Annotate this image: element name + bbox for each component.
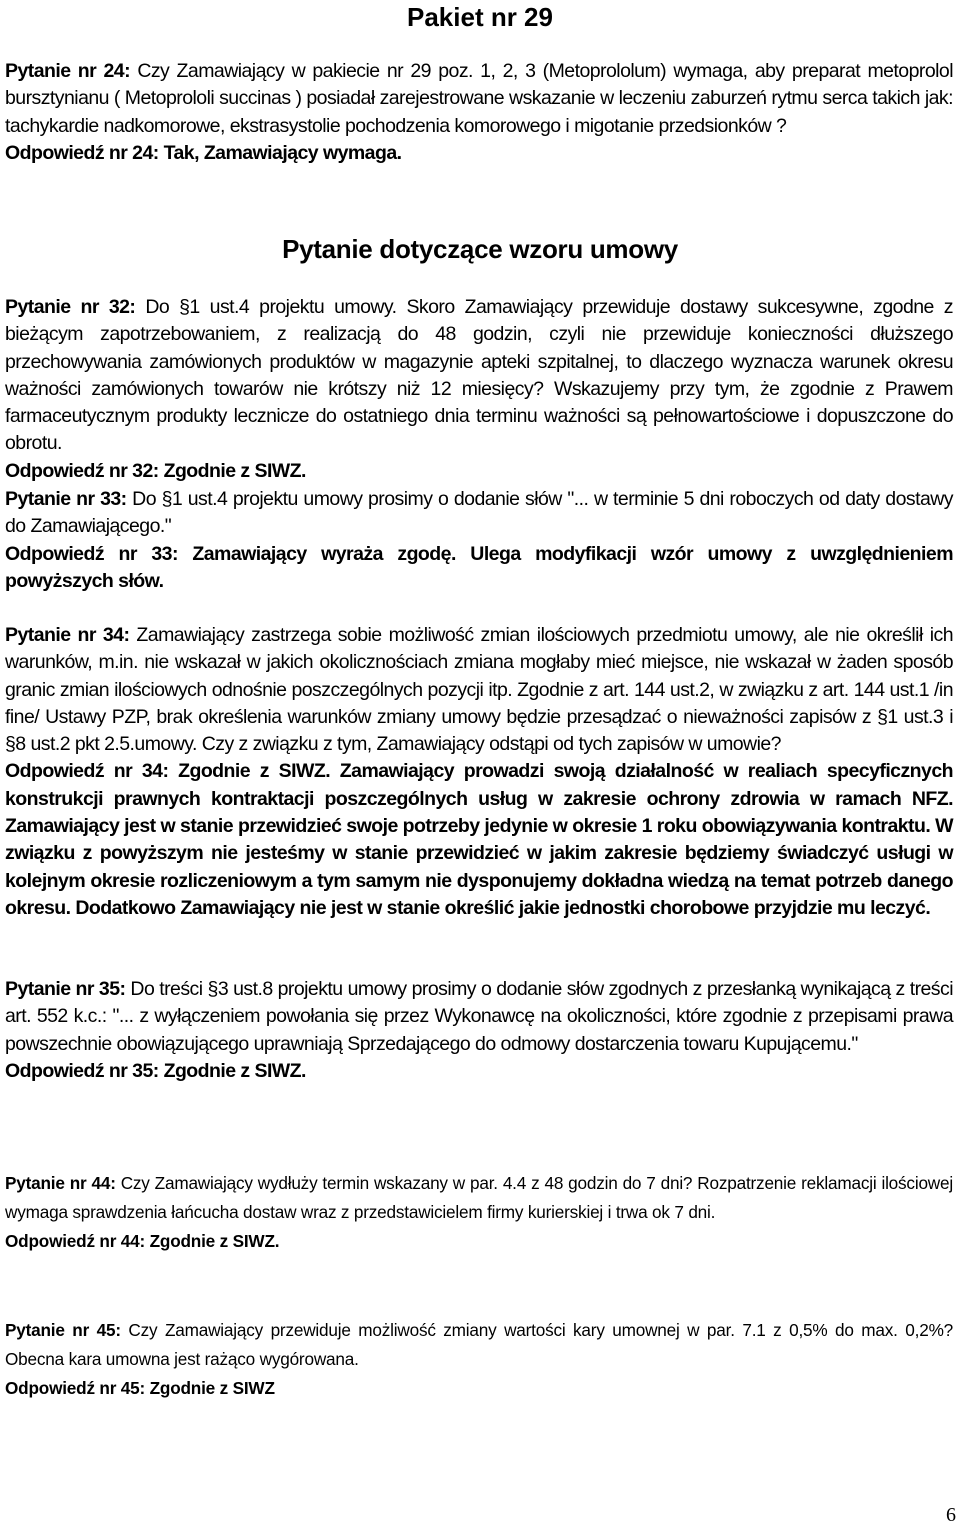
question-34-body: Zamawiający zastrzega sobie możliwość zmian ilościowych przedmiotu umowy, ale nie określił ich warunków, m.in. nie wskazał w jakich okolicznościach zmiana mogłaby mieć miejsce, nie wskazał w żaden sposób granic zmian ilościowych odnośnie poszczególnych pozycji itp. Zgodnie z art. 144 ust.2, w związku z art. 144 ust.1 /in fine/ Ustawy PZP, brak określenia warunków zmiany umowy będzie przesądzać o nieważności zapisów z §1 ust.3 i §8 ust.2 pkt 2.5.umowy. Czy z związku z tym, Zamawiający odstąpi od tych zapisów w umowie? [5,624,953,756]
question-32-label: Pytanie nr 32: [5,296,136,318]
answer-45: Odpowiedź nr 45: Zgodnie z SIWZ [5,1378,275,1398]
question-35 [5,976,953,1085]
question-44-text [5,1169,953,1227]
question-32-body: Do §1 ust.4 projektu umowy. Skoro Zamawiający przewiduje dostawy sukcesywne, zgodne z bieżącym zapotrzebowaniem, z realizacją do 48 godzin, czyli nie przewiduje konieczności dłuższego przechowywania zamówionych produktów w magazynie apteki szpitalnej, to dlaczego wyznacza warunek okresu ważności zamówionych towarów nie krótszy niż 12 miesięcy? Wskazujemy przy tym, że zgodnie z Prawem farmaceutycznym produkty lecznicze do ostatniego dnia terminu ważności są pełnowartościowe i dopuszczone do obrotu. [5,296,954,455]
question-44-label: Pytanie nr 44: [5,1173,116,1193]
question-45-body: Czy Zamawiający przewiduje możliwość zmiany wartości kary umownej w par. 7.1 z 0,5% do max. 0,2%? Obecna kara umowna jest rażąco wygórowana. [5,1320,954,1369]
question-35-label: Pytanie nr 35: [5,978,126,1000]
question-32 [5,294,953,485]
page-number: 6 [946,1504,956,1526]
question-34-label: Pytanie nr 34: [5,624,130,646]
question-24 [5,58,953,167]
question-33-label: Pytanie nr 33: [5,488,127,510]
question-44 [5,1169,953,1256]
question-45-text [5,1316,953,1374]
question-35-text [5,976,953,1058]
answer-35: Odpowiedź nr 35: Zgodnie z SIWZ. [5,1059,306,1082]
question-24-text [5,58,953,140]
question-45 [5,1316,953,1403]
question-32-text [5,294,953,458]
question-44-body: Czy Zamawiający wydłuży termin wskazany w par. 4.4 z 48 godzin do 7 dni? Rozpatrzenie reklamacji ilościowej wymaga sprawdzenia łańcucha dostaw wraz z przedstawicielem firmy kurierskiej i trwa ok 7 dni. [5,1173,953,1222]
question-24-label: Pytanie nr 24: [5,60,131,82]
question-34-text [5,622,953,758]
question-33 [5,486,953,595]
answer-33: Odpowiedź nr 33: Zamawiający wyraża zgodę. Ulega modyfikacji wzór umowy z uwzględnieniem powyższych słów. [5,542,953,592]
question-35-body: Do treści §3 ust.8 projektu umowy prosimy o dodanie słów zgodnych z przesłanką wynikającą z treści art. 552 k.c.: "... z wyłączeniem powołania się przez Wykonawcę na okoliczności, które zgodnie z przepisami prawa powszechnie obowiązującego uprawniają Sprzedającego do odmowy dostarczenia towaru Kupującemu." [5,978,953,1055]
answer-34: Odpowiedź nr 34: Zgodnie z SIWZ. Zamawiający prowadzi swoją działalność w realiach specyficznych konstrukcji prawnych kontraktacji poszczególnych usług w zakresie ochrony zdrowia w ramach NFZ. Zamawiający jest w stanie przewidzieć swoje potrzeby jedynie w okresie 1 roku obowiązywania kontraktu. W związku z powyższym nie jesteśmy w stanie przewidzieć w jakim zakresie będziemy świadczyć usługi w kolejnym okresie rozliczeniowym a tym samym nie dysponujemy dokładna wiedzą na temat potrzeb danego okresu. Dodatkowo Zamawiający nie jest w stanie określić jakie jednostki chorobowe przyjdzie mu leczyć. [5,760,953,919]
answer-32: Odpowiedź nr 32: Zgodnie z SIWZ. [5,459,306,482]
question-33-text [5,486,953,541]
answer-24: Odpowiedź nr 24: Tak, Zamawiający wymaga. [5,141,402,164]
section-title: Pytanie dotyczące wzoru umowy [282,234,678,264]
answer-44: Odpowiedź nr 44: Zgodnie z SIWZ. [5,1231,280,1251]
question-24-body: Czy Zamawiający w pakiecie nr 29 poz. 1, 2, 3 (Metoprololum) wymaga, aby preparat metoprolol bursztynianu ( Metoprololi succinas ) posiadał zarejestrowane wskazanie w leczeniu zaburzeń rytmu serca takich jak: tachykardie nadkomorowe, ekstrasystolie pochodzenia komorowego i migotanie przedsionków ? [5,60,953,137]
question-45-label: Pytanie nr 45: [5,1320,121,1340]
question-34 [5,622,953,922]
question-33-body: Do §1 ust.4 projektu umowy prosimy o dodanie słów "... w terminie 5 dni roboczych od daty dostawy do Zamawiającego." [5,488,953,538]
page-title: Pakiet nr 29 [407,2,553,32]
